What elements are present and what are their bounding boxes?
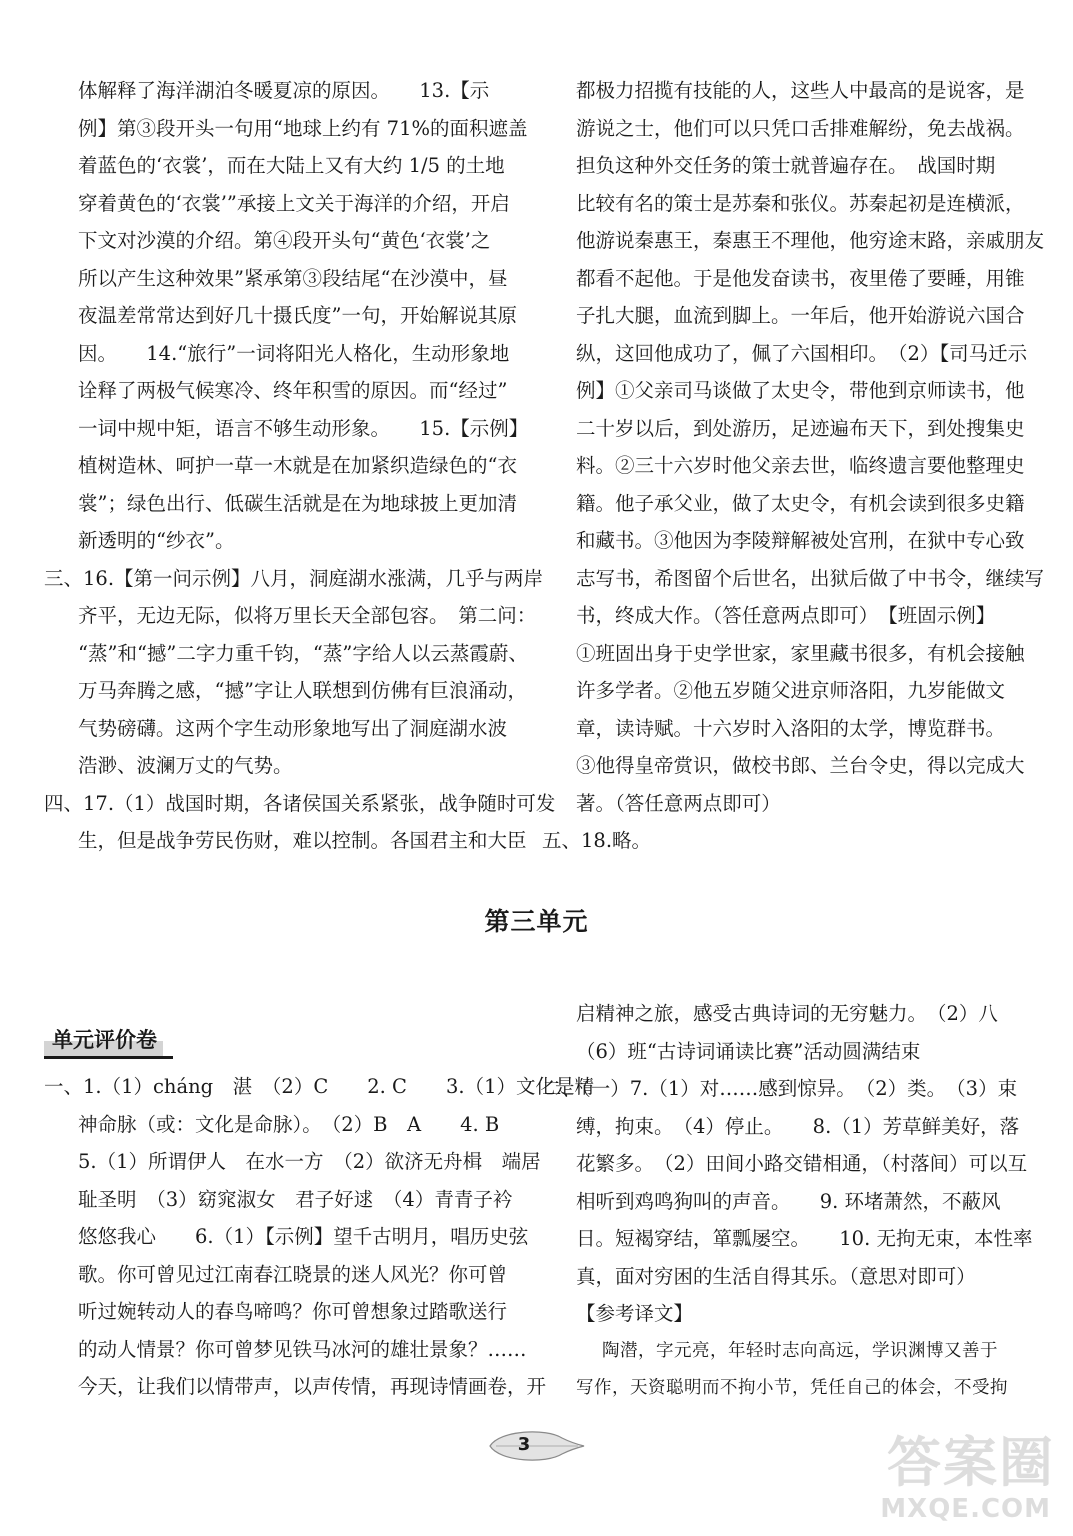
text-line: 裳”；绿色出行、低碳生活就是在为地球披上更加清 [78, 491, 517, 515]
text-line: 都极力招揽有技能的人，这些人中最高的是说客，是 [576, 79, 1025, 102]
text-line: 因。 14.“旅行”一词将阳光人格化，生动形象地 [78, 341, 510, 365]
text-line: ③他得皇帝赏识，做校书郎、兰台令史，得以完成大 [576, 754, 1025, 777]
text-line: 比较有名的策士是苏秦和张仪。苏秦起初是连横派， [576, 191, 1025, 215]
text-line: 章，读诗赋。十六岁时入洛阳的太学，博览群书。 [576, 716, 1006, 740]
text-line: 齐平，无边无际，似将万里长天全部包容。 第二问： [78, 604, 537, 627]
text-line: 体解释了海洋湖泊冬暖夏凉的原因。 13.【示 [78, 79, 490, 102]
text-line: 听过婉转动人的春鸟啼鸣？你可曾想象过踏歌送行 [78, 1300, 508, 1323]
text-line: 真，面对穷困的生活自得其乐。（意思对即可） [576, 1264, 976, 1288]
text-line: 夜温差常常达到好几十摄氏度”一句，开始解说其原 [78, 304, 517, 327]
text-line: 纵，这回他成功了，佩了六国相印。 （2）【司马迁示 [576, 341, 1028, 365]
text-line: 游说之士，他们可以只凭口舌排难解纷，免去战祸。 [576, 116, 1025, 140]
text-line: 书，终成大作。（答任意两点即可） 【班固示例】 [576, 604, 996, 627]
text-line: 二、（一）7.（1）对……感到惊异。 （2）类。 （3）束 [542, 1077, 1018, 1100]
text-line: 和藏书。③他因为李陵辩解被处宫刑，在狱中专心致 [576, 529, 1025, 552]
unit-title: 第三单元 [484, 907, 589, 936]
text-line: 都看不起他。于是他发奋读书，夜里倦了要睡，用锥 [576, 266, 1025, 290]
text-line: “蒸”和“撼”二字力重千钧，“蒸”字给人以云蒸霞蔚、 [78, 641, 528, 665]
text-line: 花繁多。 （2）田间小路交错相通，（村落间）可以互 [576, 1152, 1028, 1175]
text-line: 浩渺、波澜万丈的气势。 [78, 754, 293, 777]
section-title: 单元评价卷 [44, 1022, 163, 1057]
text-line: 5.（1）所谓伊人 在水一方 （2）欲济无舟楫 端居 [78, 1150, 541, 1173]
text-line: 子扎大腿，血流到脚上。一年后，他开始游说六国合 [576, 304, 1025, 327]
text-line: 例】①父亲司马谈做了太史令，带他到京师读书，他 [576, 379, 1025, 402]
text-line: 下文对沙漠的介绍。第④段开头句“黄色‘衣裳’之 [78, 229, 491, 252]
text-line: 志写书，希图留个后世名，出狱后做了中书令，继续写 [576, 566, 1045, 590]
text-line: 【参考译文】 [576, 1302, 694, 1325]
text-line: 担负这种外交任务的策士就普遍存在。 战国时期 [576, 154, 996, 177]
text-line: 四、17.（1）战国时期，各诸侯国关系紧张，战争随时可发 [44, 791, 556, 815]
page-number-badge [486, 1428, 586, 1464]
text-line: 二十岁以后，到处游历，足迹遍布天下，到处搜集史 [576, 416, 1025, 440]
text-line: 神命脉（或：文化是命脉）。 （2）B A 4. B [78, 1112, 500, 1136]
text-line: ①班固出身于史学世家，家里藏书很多，有机会接触 [576, 641, 1025, 665]
text-line: 植树造林、呵护一草一木就是在加紧织造绿色的“衣 [78, 454, 517, 477]
text-line: 著。（答任意两点即可） [576, 791, 781, 815]
text-line: （6）班“古诗词诵读比赛”活动圆满结束 [576, 1039, 921, 1063]
text-line: 新透明的“纱衣”。 [78, 529, 235, 552]
text-line: 诠释了两极气候寒冷、终年积雪的原因。而“经过” [78, 379, 508, 402]
text-line: 歌。你可曾见过江南春江晓景的迷人风光？你可曾 [78, 1262, 508, 1286]
text-line: 五、18.略。 [542, 829, 652, 852]
text-line: 生，但是战争劳民伤财，难以控制。各国君主和大臣 [78, 829, 527, 852]
watermark-url: MXQE.COM [880, 1494, 1051, 1524]
text-line: 缚，拘束。 （4）停止。 8.（1）芳草鲜美好，落 [576, 1114, 1020, 1138]
text-line: 陶潜，字元亮，年轻时志向高远，学识渊博又善于 [602, 1340, 998, 1361]
bottom-right-column [542, 995, 1033, 1408]
text-line: 今天，让我们以情带声，以声传情，再现诗情画卷，开 [78, 1375, 547, 1398]
text-line: 万马奔腾之感，“撼”字让人联想到仿佛有巨浪涌动， [78, 679, 527, 702]
bottom-left-column [44, 1068, 594, 1406]
text-line: 启精神之旅，感受古典诗词的无穷魅力。 （2）八 [576, 1002, 998, 1025]
text-line: 穿着黄色的‘衣裳’”承接上文关于海洋的介绍，开启 [78, 191, 510, 215]
text-line: 耻圣明 （3）窈窕淑女 君子好逑 （4）青青子衿 [78, 1187, 513, 1211]
text-line: 三、16.【第一问示例】八月，洞庭湖水涨满，几乎与两岸 [44, 566, 544, 590]
text-line: 一词中规中矩，语言不够生动形象。 15.【示例】 [78, 416, 529, 440]
text-line: 气势磅礴。这两个字生动形象地写出了洞庭湖水波 [78, 716, 508, 740]
text-line: 一、1.（1）cháng 湛 （2）C 2. C 3.（1）文化是精 [44, 1075, 594, 1098]
top-right-column [542, 72, 1045, 860]
watermark-logo [871, 1416, 1061, 1528]
text-line: 的动人情景？你可曾梦见铁马冰河的雄壮景象？…… [78, 1337, 527, 1361]
text-line: 例】第③段开头一句用“地球上约有 71%的面积遮盖 [78, 116, 528, 140]
text-line: 日。短褐穿结，箪瓢屡空。 10. 无拘无束，本性率 [576, 1227, 1033, 1250]
page-number: 3 [517, 1434, 531, 1455]
text-line: 他游说秦惠王，秦惠王不理他，他穷途末路，亲戚朋友 [576, 229, 1045, 252]
text-line: 料。②三十六岁时他父亲去世，临终遗言要他整理史 [576, 454, 1025, 477]
text-line: 所以产生这种效果”紧承第③段结尾“在沙漠中，昼 [78, 266, 508, 290]
text-line: 籍。他子承父业，做了太史令，有机会读到很多史籍 [576, 491, 1025, 515]
text-line: 许多学者。②他五岁随父进京师洛阳，九岁能做文 [576, 679, 1006, 702]
text-line: 悠悠我心 6.（1）【示例】望千古明月，唱历史弦 [78, 1225, 529, 1248]
text-line: 相听到鸡鸣狗叫的声音。 9. 环堵萧然，不蔽风 [576, 1189, 1001, 1213]
watermark-text: 答案圈 [887, 1431, 1055, 1494]
text-line: 着蓝色的‘衣裳’，而在大陆上又有大约 1/5 的土地 [78, 154, 505, 177]
text-line: 写作，天资聪明而不拘小节，凭任自己的体会，不受拘 [576, 1378, 1008, 1398]
top-left-column [44, 72, 556, 860]
